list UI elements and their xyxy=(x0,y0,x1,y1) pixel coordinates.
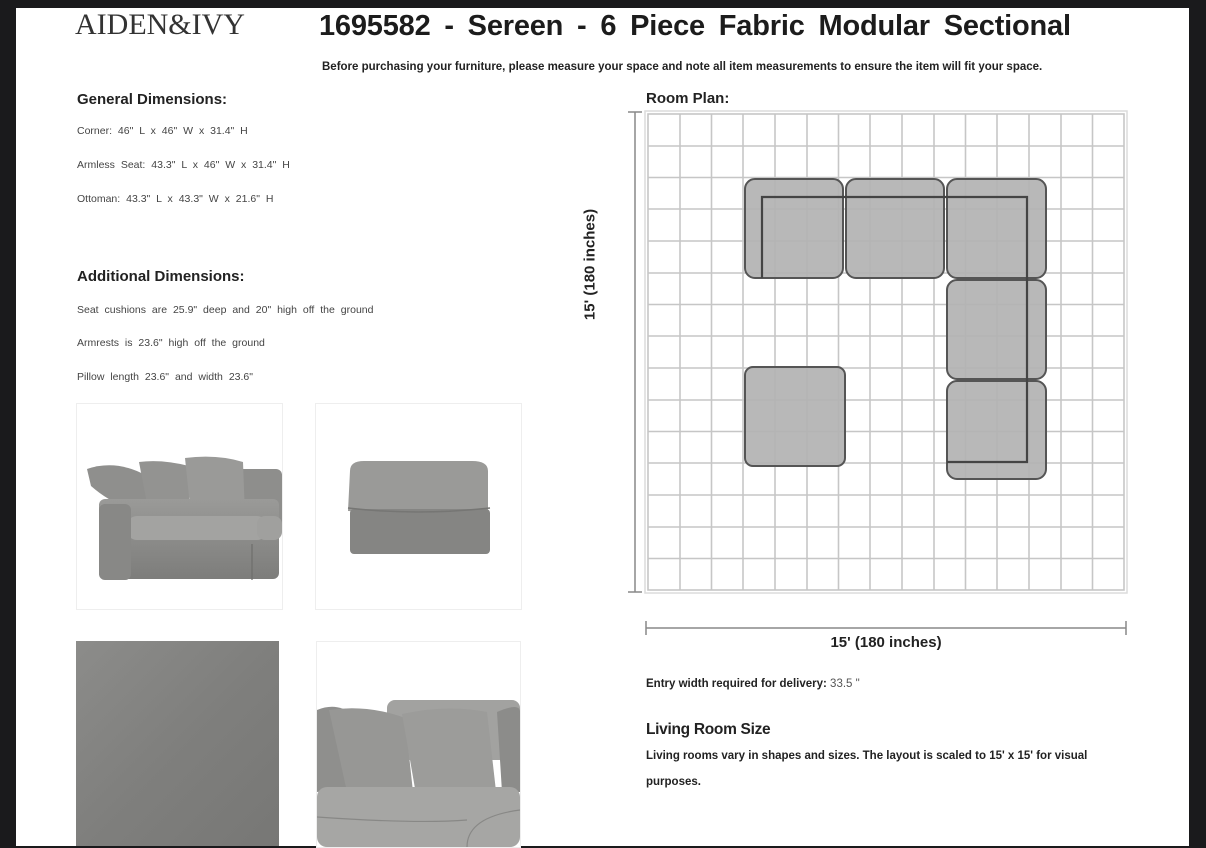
living-room-heading: Living Room Size xyxy=(646,721,771,738)
sofa-piece-armless-seat-2 xyxy=(947,280,1046,379)
sofa-piece-corner-right xyxy=(947,179,1046,278)
ottoman-image xyxy=(316,404,521,609)
room-plan-heading: Room Plan: xyxy=(646,90,730,107)
vertical-dimension-line xyxy=(628,112,642,592)
sofa-piece-corner-bottom xyxy=(947,381,1046,479)
spec-armless-seat: Armless Seat: 43.3" L x 46" W x 31.4" H xyxy=(77,159,290,171)
delivery-width xyxy=(646,678,860,690)
photo-seat-pillows xyxy=(316,641,521,848)
spec-sheet xyxy=(16,8,1189,846)
fabric-swatch-image xyxy=(76,641,279,846)
horizontal-dimension-line xyxy=(646,621,1126,635)
measure-note: Before purchasing your furniture, please measure your space and note all item measurements to ensure the item will fit your space. xyxy=(322,61,1043,73)
ottoman-piece xyxy=(745,367,845,466)
spec-ottoman: Ottoman: 43.3" L x 43.3" W x 21.6" H xyxy=(77,193,274,205)
spec-corner: Corner: 46" L x 46" W x 31.4" H xyxy=(77,125,248,137)
photo-sectional-corner xyxy=(76,403,283,610)
sofa-piece-corner-left xyxy=(745,179,843,278)
additional-dimensions-heading: Additional Dimensions: xyxy=(77,268,245,285)
seat-pillows-image xyxy=(317,642,520,847)
living-room-text: Living rooms vary in shapes and sizes. The layout is scaled to 15' x 15' for visual purposes. xyxy=(646,750,1088,788)
room-plan-diagram xyxy=(600,104,1160,644)
general-dimensions-heading: General Dimensions: xyxy=(77,91,228,108)
photo-fabric-swatch xyxy=(76,641,279,846)
spec-seat-cushions: Seat cushions are 25.9" deep and 20" high off the ground xyxy=(77,304,374,316)
brand-logo: AIDEN&IVY xyxy=(75,8,245,41)
delivery-width-value: 33.5 " xyxy=(830,678,860,690)
y-axis-label: 15' (180 inches) xyxy=(581,208,599,321)
sofa-image xyxy=(77,404,282,609)
sofa-piece-armless-seat xyxy=(846,179,944,278)
product-title: 1695582 - Sereen - 6 Piece Fabric Modular Sectional xyxy=(319,10,1071,42)
spec-armrests: Armrests is 23.6" high off the ground xyxy=(77,337,265,349)
spec-pillow: Pillow length 23.6" and width 23.6" xyxy=(77,371,253,383)
photo-ottoman xyxy=(315,403,522,610)
x-axis-label: 15' (180 inches) xyxy=(830,634,942,651)
delivery-width-label: Entry width required for delivery: xyxy=(646,678,827,690)
